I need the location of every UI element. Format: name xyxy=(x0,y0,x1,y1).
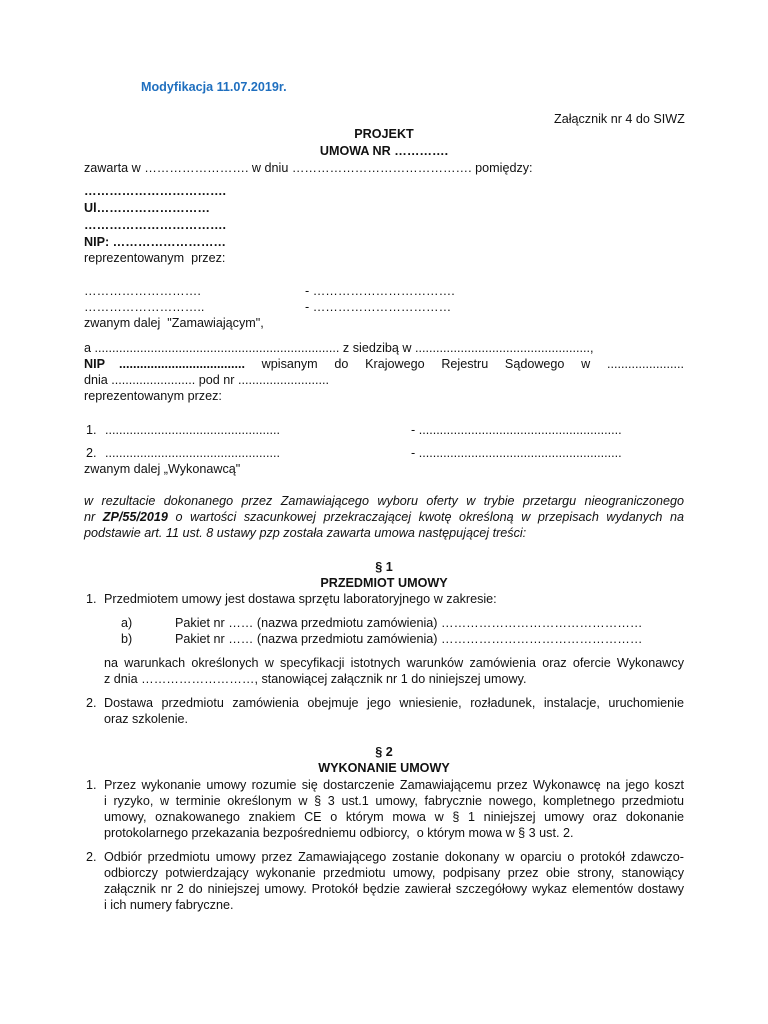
buyer-rep-2: ……………………….. xyxy=(84,300,205,314)
preamble-line-1: w rezultacie dokonanego przez Zamawiającego wyboru oferty w trybie przetargu nieograniczonego xyxy=(84,494,684,508)
attachment-label: Załącznik nr 4 do SIWZ xyxy=(554,112,685,126)
contract-number-title: UMOWA NR …………. xyxy=(319,144,449,158)
s1-item-2-number: 2. xyxy=(86,696,97,710)
contractor-rep-1-role: - .......................................................... xyxy=(411,423,622,437)
modification-note: Modyfikacja 11.07.2019r. xyxy=(141,80,287,94)
preamble-line-2: nr ZP/55/2019 o wartości szacunkowej przekraczającej kwotę określoną w przepisach wydanych na xyxy=(84,510,684,524)
buyer-rep-2-role: - …………………………… xyxy=(305,300,452,314)
s1-subitem-b-text: Pakiet nr …… (nazwa przedmiotu zamówienia) ………………………………………… xyxy=(175,632,643,646)
s1-item-1-number: 1. xyxy=(86,592,97,606)
s1-item-2-line-1: Dostawa przedmiotu zamówienia obejmuje jego wniesienie, rozładunek, instalacje, uruchomienie xyxy=(104,696,684,710)
s1-item-2-line-2: oraz szkolenie. xyxy=(104,712,188,726)
s2-item-1-line-4: protokolarnego przekazania bezpośredniemu odbiorcy, o którym mowa w § 3 ust. 2. xyxy=(104,826,574,840)
nip-word: Rejestru xyxy=(441,357,489,371)
contractor-rep-2: .................................................. xyxy=(105,446,280,460)
nip-word: do xyxy=(334,357,349,371)
register-line: dnia ........................ pod nr .......................... xyxy=(84,373,329,387)
buyer-rep-1-role: - ……………………………. xyxy=(305,284,455,298)
s2-item-2-line-4: i ich numery fabryczne. xyxy=(104,898,234,912)
s2-item-2-line-2: odbiorczy potwierdzający wykonanie przedmiotu umowy, podpisany przez obie strony, stanowiący xyxy=(104,866,684,880)
document-title-projekt: PROJEKT xyxy=(354,127,414,141)
nip-word: wpisanym xyxy=(261,357,318,371)
contractor-rep-2-number: 2. xyxy=(86,446,97,460)
buyer-name-line: ……………………………. xyxy=(84,184,227,198)
section-2-number: § 2 xyxy=(375,745,393,759)
nip-word: ...................... xyxy=(606,357,684,371)
s2-item-2-line-3: załącznik nr 2 do niniejszej umowy. Protokół będzie zawierał szczegółowy wykaz elementów dostawy xyxy=(104,882,684,896)
represented-by-label: reprezentowanym przez: xyxy=(84,251,226,265)
s1-subitem-a-text: Pakiet nr …… (nazwa przedmiotu zamówienia) ………………………………………… xyxy=(175,616,643,630)
s1-conditions-line-1: na warunkach określonych w specyfikacji istotnych warunków zamówienia oraz ofercie Wykonawcy xyxy=(104,656,684,670)
contractor-rep-2-role: - .......................................................... xyxy=(411,446,622,460)
nip-word: Krajowego xyxy=(365,357,425,371)
buyer-city-line: ……………………………. xyxy=(84,218,227,232)
section-2-title: WYKONANIE UMOWY xyxy=(318,761,450,775)
section-1-title: PRZEDMIOT UMOWY xyxy=(320,576,448,590)
contractor-rep-1: .................................................. xyxy=(105,423,280,437)
section-1-number: § 1 xyxy=(375,560,393,574)
preamble-line-3: podstawie art. 11 ust. 8 ustawy pzp została zawarta umowa następującej treści: xyxy=(84,526,527,540)
tender-number: ZP/55/2019 xyxy=(102,510,168,524)
buyer-nip-line: NIP: ……………………… xyxy=(84,235,227,249)
s2-item-1-number: 1. xyxy=(86,778,97,792)
contractor-line: a ...................................................................... z siedzibą w .................................................., xyxy=(84,341,594,355)
contractor-called-line: zwanym dalej „Wykonawcą" xyxy=(84,462,241,476)
nip-label: NIP .................................... xyxy=(84,357,245,371)
nip-word: Sądowego xyxy=(504,357,565,371)
s2-item-2-number: 2. xyxy=(86,850,97,864)
concluded-line: zawarta w ……………………. w dniu ……………………………………. pomiędzy: xyxy=(84,161,533,175)
buyer-called-line: zwanym dalej "Zamawiającym", xyxy=(84,316,264,330)
s1-item-1-text: Przedmiotem umowy jest dostawa sprzętu laboratoryjnego w zakresie: xyxy=(104,592,497,606)
s1-subitem-b-label: b) xyxy=(121,632,133,646)
buyer-rep-1: ………………………. xyxy=(84,284,201,298)
nip-word: w xyxy=(581,357,591,371)
s1-subitem-a-label: a) xyxy=(121,616,133,630)
s1-conditions-line-2: z dnia ………………………, stanowiącej załącznik nr 1 do niniejszej umowy. xyxy=(104,672,527,686)
contractor-rep-1-number: 1. xyxy=(86,423,97,437)
s2-item-1-line-3: umowy, oznakowanego znakiem CE o którym mowa w § 1 niniejszej umowy oraz dokonanie xyxy=(104,810,684,824)
contractor-nip-line xyxy=(84,356,684,372)
contractor-represented-by: reprezentowanym przez: xyxy=(84,389,222,403)
buyer-street-line: Ul……………………… xyxy=(84,201,210,215)
s2-item-1-line-2: i ryzyko, w terminie określonym w § 3 ust.1 umowy, fabrycznie nowego, kompletnego przedmiotu xyxy=(104,794,684,808)
s2-item-1-line-1: Przez wykonanie umowy rozumie się dostarczenie Zamawiającemu przez Wykonawcę na jego koszt xyxy=(104,778,684,792)
s2-item-2-line-1: Odbiór przedmiotu umowy przez Zamawiającego zostanie dokonany w oparciu o protokół zdawczo- xyxy=(104,850,684,864)
